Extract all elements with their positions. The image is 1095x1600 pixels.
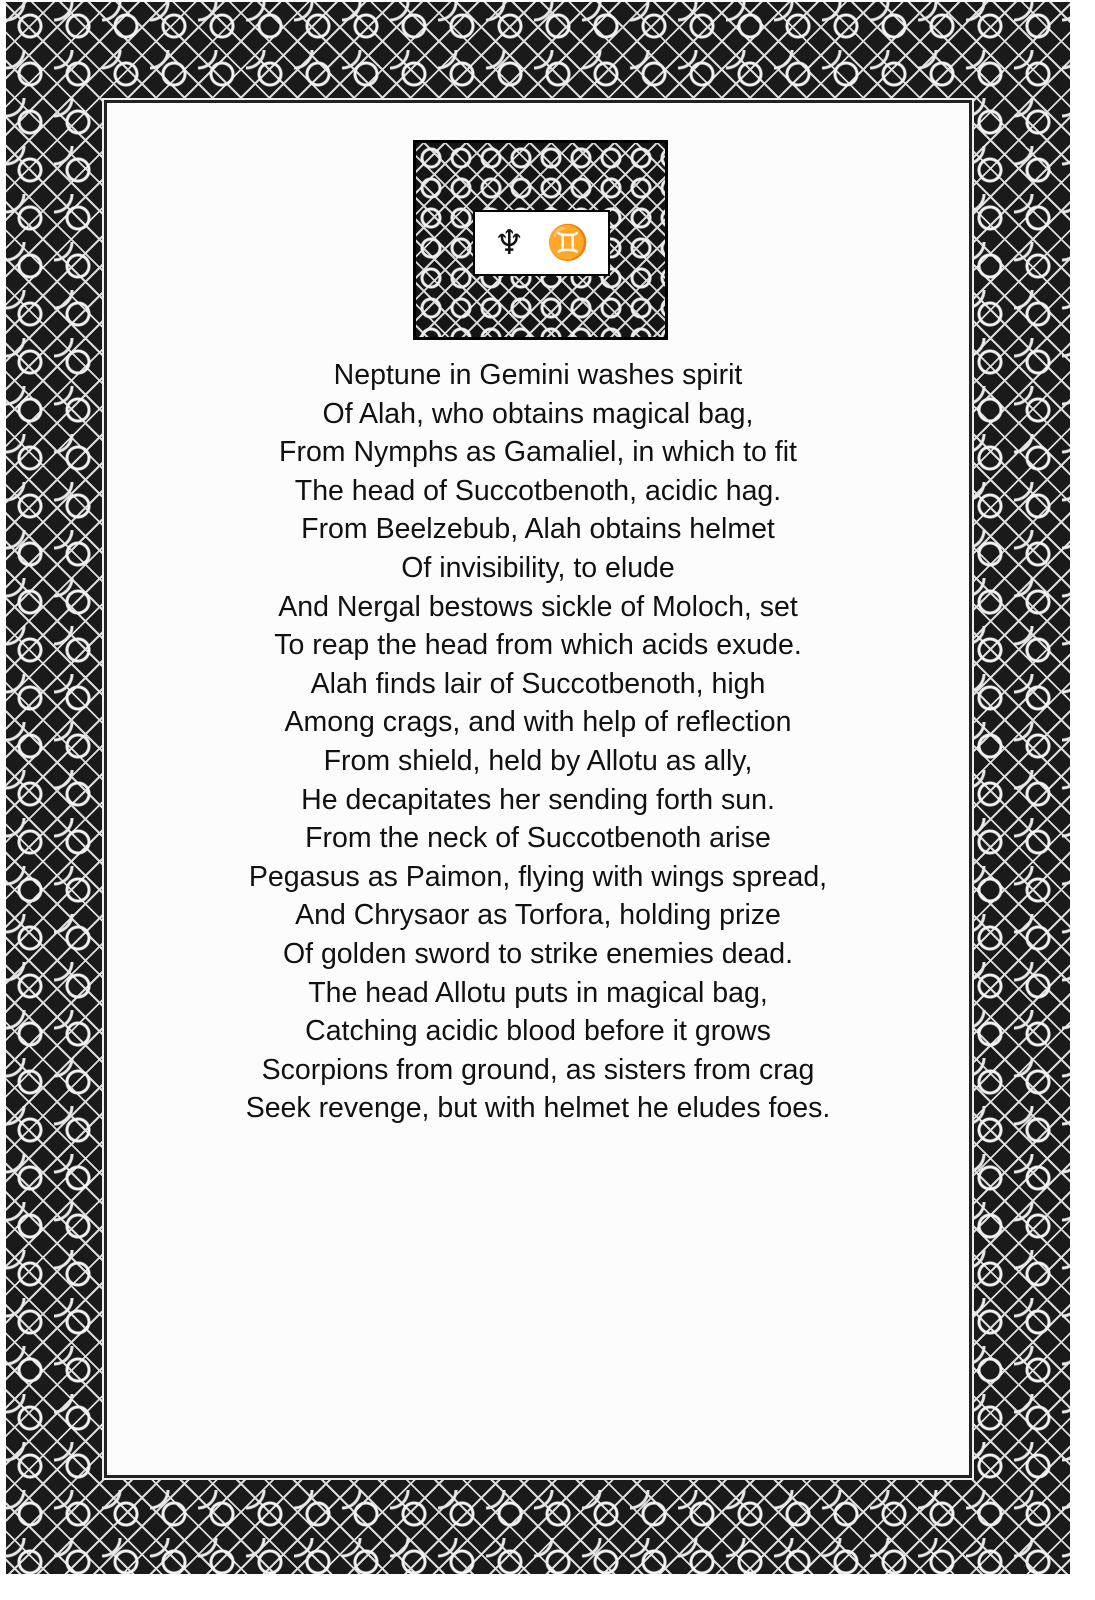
poem-line: Scorpions from ground, as sisters from crag: [261, 1053, 815, 1086]
poem-line: Of golden sword to strike enemies dead.: [282, 937, 794, 970]
poem-line: The head of Succotbenoth, acidic hag.: [294, 474, 782, 507]
poem-line: Catching acidic blood before it grows: [305, 1015, 771, 1048]
gemini-symbol-icon: ♊: [546, 223, 589, 263]
poem-line: And Chrysaor as Torfora, holding prize: [295, 899, 781, 932]
poem-line: Of Alah, who obtains magical bag,: [322, 397, 754, 430]
poem-line: The head Allotu puts in magical bag,: [308, 976, 768, 1009]
poem-line: From shield, held by Allotu as ally,: [323, 744, 753, 777]
poem-line: Seek revenge, but with helmet he eludes foes.: [245, 1092, 831, 1125]
neptune-symbol-icon: ♆: [494, 223, 525, 263]
poem-text: [104, 356, 972, 1128]
poem-line: From the neck of Succotbenoth arise: [305, 822, 771, 855]
poem-line: Of invisibility, to elude: [401, 551, 675, 584]
poem-line: Among crags, and with help of reflection: [284, 706, 792, 739]
poem-line: From Beelzebub, Alah obtains helmet: [301, 513, 775, 546]
poem-line: Alah finds lair of Succotbenoth, high: [310, 667, 766, 700]
poem-line: To reap the head from which acids exude.: [274, 629, 802, 662]
poem-line: From Nymphs as Gamaliel, in which to fit: [279, 436, 797, 469]
poem-line: And Nergal bestows sickle of Moloch, set: [278, 590, 798, 623]
poem-line: Neptune in Gemini washes spirit: [333, 359, 743, 391]
poem-line: Pegasus as Paimon, flying with wings spread,: [248, 860, 828, 893]
celtic-knot-emblem: [413, 140, 668, 340]
astrological-symbols: [473, 210, 610, 276]
poem-line: He decapitates her sending forth sun.: [301, 783, 775, 816]
